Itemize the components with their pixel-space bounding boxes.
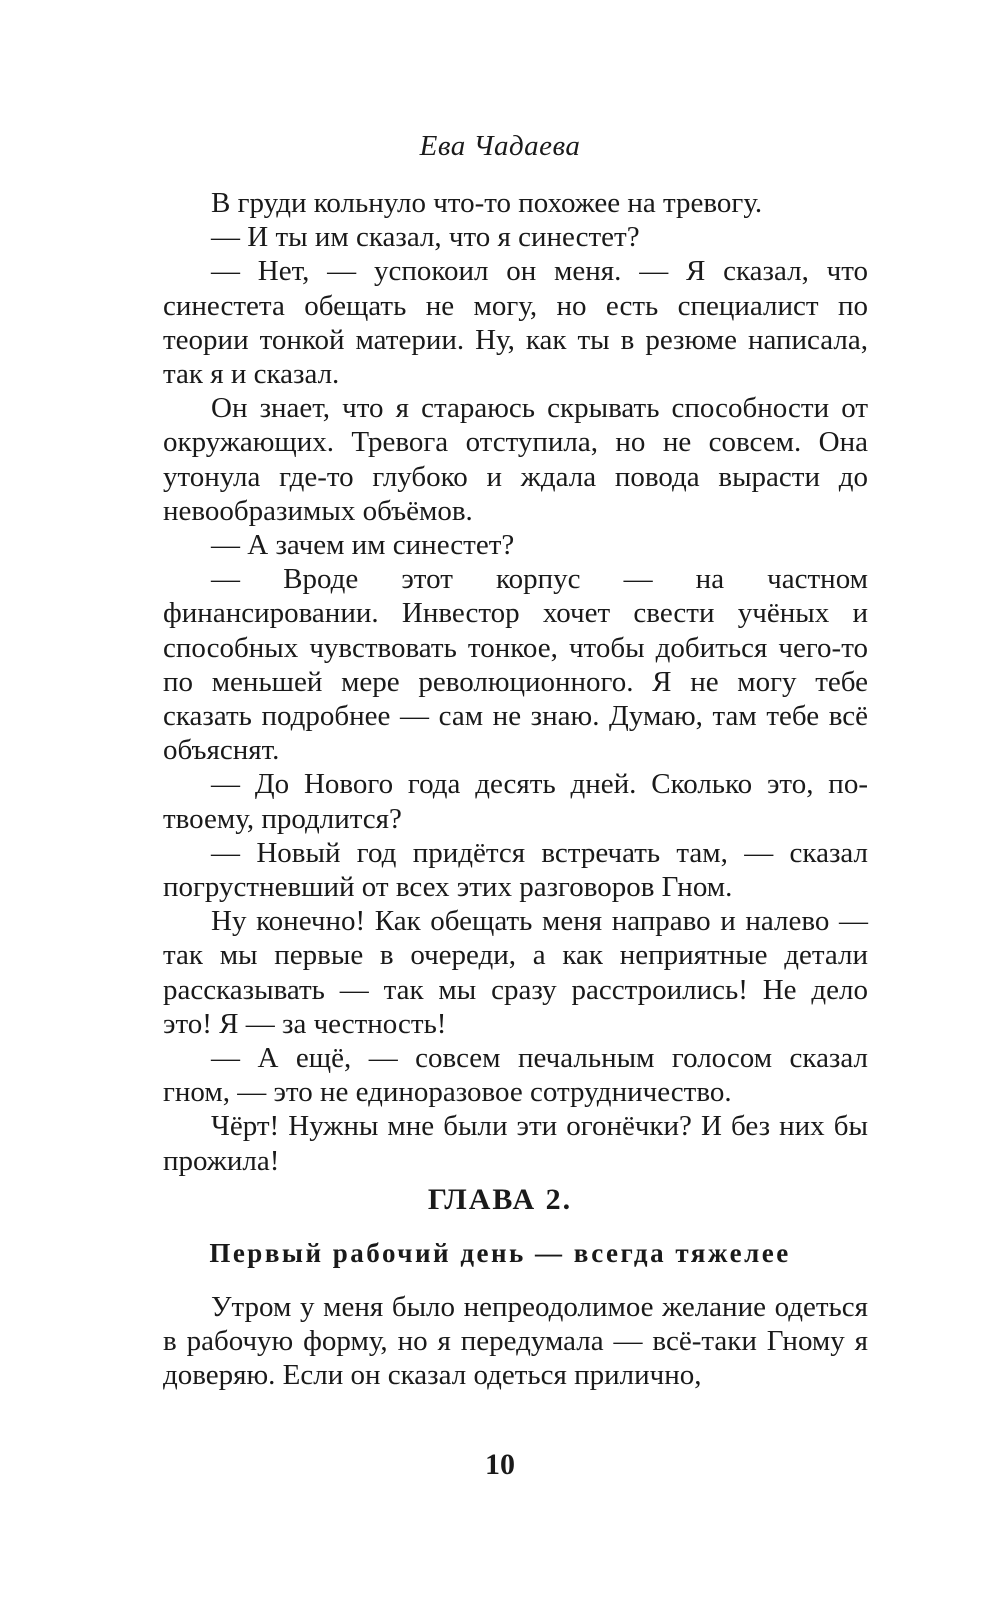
paragraph: — И ты им сказал, что я синестет?	[211, 221, 640, 254]
paragraph: — А зачем им синестет?	[211, 529, 515, 562]
chapter-title: ГЛАВА 2.	[427, 1183, 573, 1216]
chapter-text	[163, 1290, 868, 1393]
paragraph: Ну конечно! Как обещать меня направо и налево — так мы первые в очереди, а как неприятные детали рассказывать — так мы сразу расстроились! Не дело это! Я — за честность!	[163, 905, 868, 1040]
running-head-author: Ева Чадаева	[419, 130, 581, 162]
paragraph: — Новый год придётся встречать там, — сказал погрустневший от всех этих разговоров Гном.	[163, 836, 868, 904]
main-text	[163, 186, 868, 1178]
paragraph: Утром у меня было непреодолимое желание одеться в рабочую форму, но я передумала — всё-таки Гному я доверяю. Если он сказал одеться прилично,	[163, 1291, 868, 1392]
paragraph: Он знает, что я стараюсь скрывать способности от окружающих. Тревога отступила, но не совсем. Она утонула где-то глубоко и ждала повода вырасти до невообразимых объёмов.	[163, 392, 868, 527]
paragraph: — Вроде этот корпус — на частном финансировании. Инвестор хочет свести учёных и способных чувствовать тонкое, чтобы добиться чего-то по меньшей мере революционного. Я не могу тебе сказать подробнее — сам не знаю. Думаю, там тебе всё объяснят.	[163, 563, 868, 767]
paragraph: — До Нового года десять дней. Сколько это, по-твоему, продлится?	[163, 768, 868, 835]
chapter-subtitle: Первый рабочий день — всегда тяжелее	[209, 1238, 791, 1268]
paragraph: — Нет, — успокоил он меня. — Я сказал, что синестета обещать не могу, но есть специалист по теории тонкой материи. Ну, как ты в резюме написала, так я и сказал.	[163, 255, 868, 391]
paragraph: В груди кольнуло что-то похожее на тревогу.	[211, 187, 763, 219]
paragraph: — А ещё, — совсем печальным голосом сказал гном, — это не единоразовое сотрудничество.	[163, 1042, 868, 1109]
paragraph: Чёрт! Нужны мне были эти огонёчки? И без них бы прожила!	[163, 1110, 868, 1177]
page-number: 10	[485, 1448, 515, 1481]
